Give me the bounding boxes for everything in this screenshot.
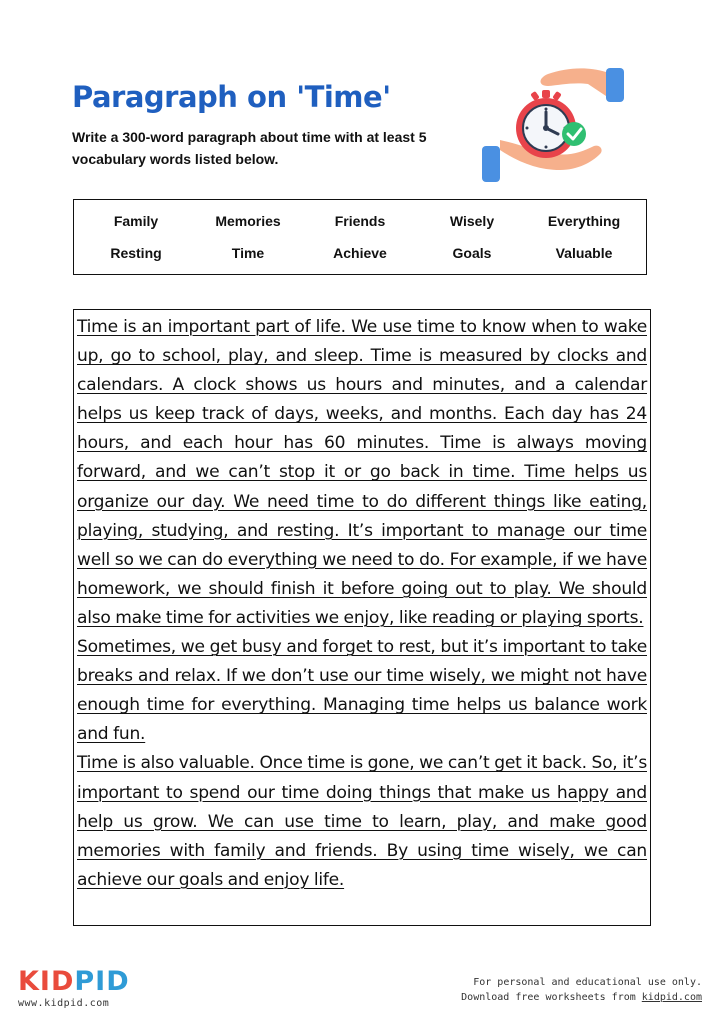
logo-url: www.kidpid.com xyxy=(18,998,110,1009)
vocab-word: Resting xyxy=(110,245,162,261)
vocab-word: Everything xyxy=(547,213,621,229)
check-badge-icon xyxy=(562,122,586,146)
top-hand-icon xyxy=(541,68,625,102)
paragraph-box xyxy=(73,309,651,926)
vocab-word: Wisely xyxy=(449,213,495,229)
vocab-word: Goals xyxy=(452,245,492,261)
vocab-word: Memories xyxy=(215,213,281,229)
clock-icon xyxy=(516,90,576,158)
vocab-word: Time xyxy=(231,245,265,261)
kidpid-logo xyxy=(18,968,130,996)
paragraph-3: Time is also valuable. Once time is gone, we can’t get it back. So, it’s important to spend our time doing things that make us happy and help us grow. We can use time to learn, play, and make good memories with family and friends. By using time wisely, we can achieve our goals and enjoy life. xyxy=(77,753,647,890)
footer-note xyxy=(461,975,702,1005)
logo-part-2: PID xyxy=(74,966,130,997)
logo-part-1: KID xyxy=(18,966,75,997)
footer-line-2 xyxy=(461,990,702,1005)
vocab-word: Family xyxy=(113,213,159,229)
vocab-word: Friends xyxy=(334,213,386,229)
vocabulary-box xyxy=(73,199,647,275)
vocab-word: Achieve xyxy=(333,245,387,261)
hands-holding-clock-icon xyxy=(478,58,628,190)
instructions: Write a 300-word paragraph about time with at least 5 vocabulary words listed below. xyxy=(72,129,427,167)
paragraph-2: Sometimes, we get busy and forget to rest, but it’s important to take breaks and relax. If we don’t use our time wisely, we might not have enough time for everything. Managing time helps us balance work and fun. xyxy=(77,637,647,745)
footer-line-2-prefix: Download free worksheets from xyxy=(461,992,642,1003)
footer-link[interactable]: kidpid.com xyxy=(641,992,702,1003)
footer-line-1: For personal and educational use only. xyxy=(473,977,702,988)
paragraph-1: Time is an important part of life. We use time to know when to wake up, go to school, play, and sleep. Time is measured by clocks and calendars. A clock shows us hours and minutes, and a calendar helps us keep track of days, weeks, and months. Each day has 24 hours, and each hour has 60 minutes. Time is always moving forward, and we can’t stop it or go back in time. Time helps us organize our day. We need time to do different things like eating, playing, studying, and resting. It’s important to manage our time well so we can do everything we need to do. For example, if we have homework, we should finish it before going out to play. We should also make time for activities we enjoy, like reading or playing sports. xyxy=(77,317,647,628)
page-title: Paragraph on 'Time' xyxy=(72,80,391,114)
vocab-word: Valuable xyxy=(555,245,613,261)
